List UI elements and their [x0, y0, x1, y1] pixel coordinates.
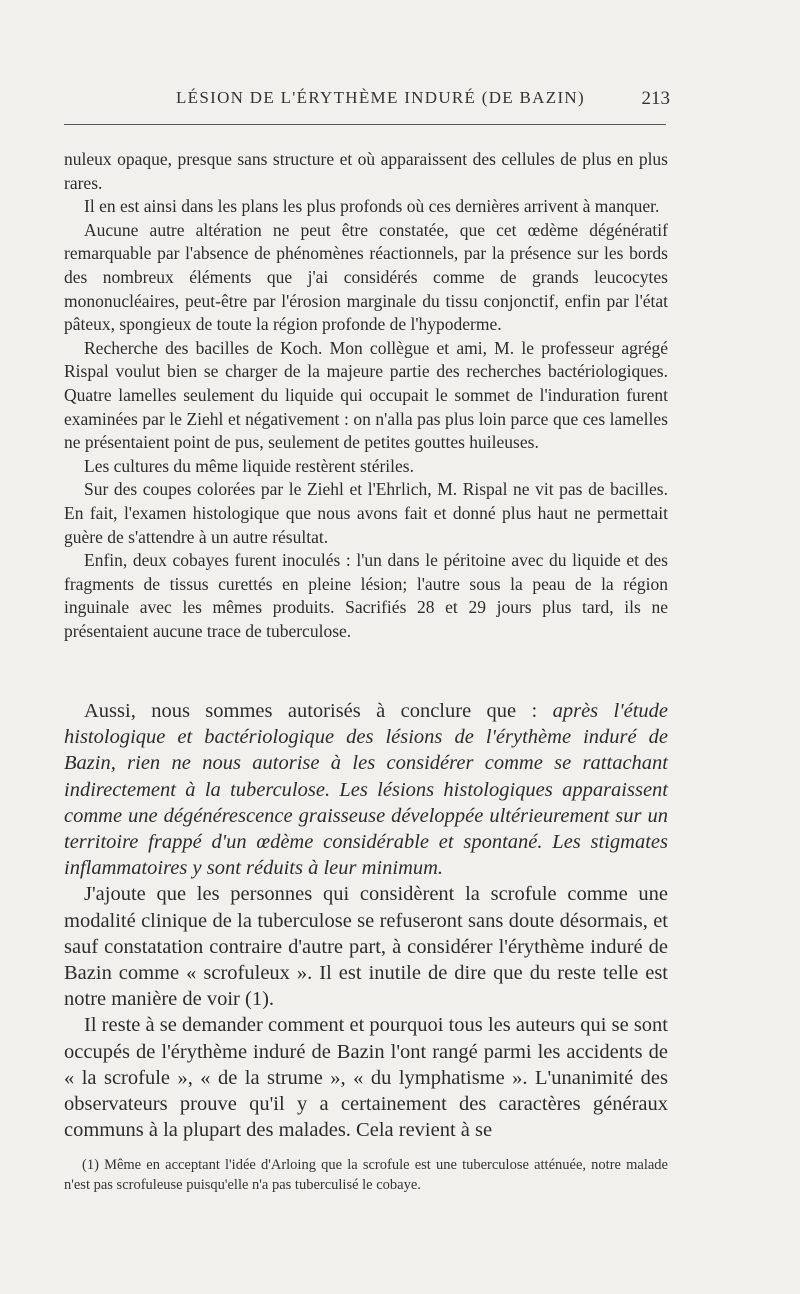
paragraph: Enfin, deux cobayes furent inoculés : l'un dans le péritoine avec du liquide et des fragments de tissus curettés en pleine lésion; l'autre sous la peau de la région inguinale avec les mêmes produits. Sacrifiés 28 et 29 jours plus tard, ils ne présentaient aucune trace de tuberculose. [64, 550, 668, 641]
paragraph: Recherche des bacilles de Koch. Mon collègue et ami, M. le professeur agrégé Rispal voulut bien se charger de la majeure partie des recherches bactériologiques. Quatre lamelles seulement du liquide qui occupait le sommet de l'induration furent examinées par le Ziehl et négativement : on n'alla pas plus loin parce que ces lamelles ne présentaient point de pus, seulement de petites gouttes huileuses. [64, 337, 668, 453]
body-section-small [64, 148, 668, 643]
paragraph: Sur des coupes colorées par le Ziehl et l'Ehrlich, M. Rispal ne vit pas de bacilles. En fait, l'examen histologique que nous avons fait et donné plus haut ne permettait guère de s'attendre à un autre résultat. [64, 479, 668, 547]
paragraph: nuleux opaque, presque sans structure et où apparaissent des cellules de plus en plus rares. [64, 149, 668, 193]
page-number: 213 [641, 88, 670, 109]
conclusion-lead: Aussi, nous sommes autorisés à conclure que : [84, 700, 553, 722]
header-rule [64, 124, 666, 125]
paragraph: Aucune autre altération ne peut être constatée, que cet œdème dégénératif remarquable par l'absence de phénomènes réactionnels, par la présence sur les bords des nombreux éléments que j'ai considérés comme de grands leucocytes mononucléaires, peut-être par l'érosion marginale du tissu conjonctif, enfin par l'état pâteux, spongieux de toute la région profonde de l'hypoderme. [64, 219, 668, 335]
conclusion-italic: après l'étude histologique et bactériologique des lésions de l'érythème induré de Bazin, rien ne nous autorise à les considérer comme se rattachant indirectement à la tuberculose. Les lésions histologiques apparaissent comme une dégénérescence graisseuse développée ultérieurement sur un territoire frappé d'un œdème considérable et spontané. Les stigmates inflammatoires y sont réduits à leur minimum. [64, 700, 668, 880]
paragraph: Il en est ainsi dans les plans les plus profonds où ces dernières arrivent à manquer. [84, 196, 660, 217]
page-header [64, 88, 670, 120]
footnote-text: (1) Même en acceptant l'idée d'Arloing que la scrofule est une tuberculose atténuée, notre malade n'est pas scrofuleuse puisqu'elle n'a pas tuberculisé le cobaye. [64, 1157, 668, 1193]
footnote [64, 1155, 668, 1195]
paragraph: Il reste à se demander comment et pourquoi tous les auteurs qui se sont occupés de l'érythème induré de Bazin l'ont rangé parmi les accidents de « la scrofule », « de la strume », « du lymphatisme ». L'unanimité des observateurs prouve qu'il y a certainement des caractères généraux communs à la plupart des malades. Cela revient à se [64, 1014, 668, 1142]
paragraph: Les cultures du même liquide restèrent stériles. [84, 455, 414, 476]
body-section-large [64, 698, 668, 1143]
running-title: LÉSION DE L'ÉRYTHÈME INDURÉ (DE BAZIN) [176, 88, 585, 107]
paragraph: J'ajoute que les personnes qui considèrent la scrofule comme une modalité clinique de la tuberculose se refuseront sans doute désormais, et sauf constatation contraire d'autre part, à considérer l'érythème induré de Bazin comme « scrofuleux ». Il est inutile de dire que du reste telle est notre manière de voir (1). [64, 883, 668, 1011]
conclusion-paragraph [64, 698, 668, 881]
